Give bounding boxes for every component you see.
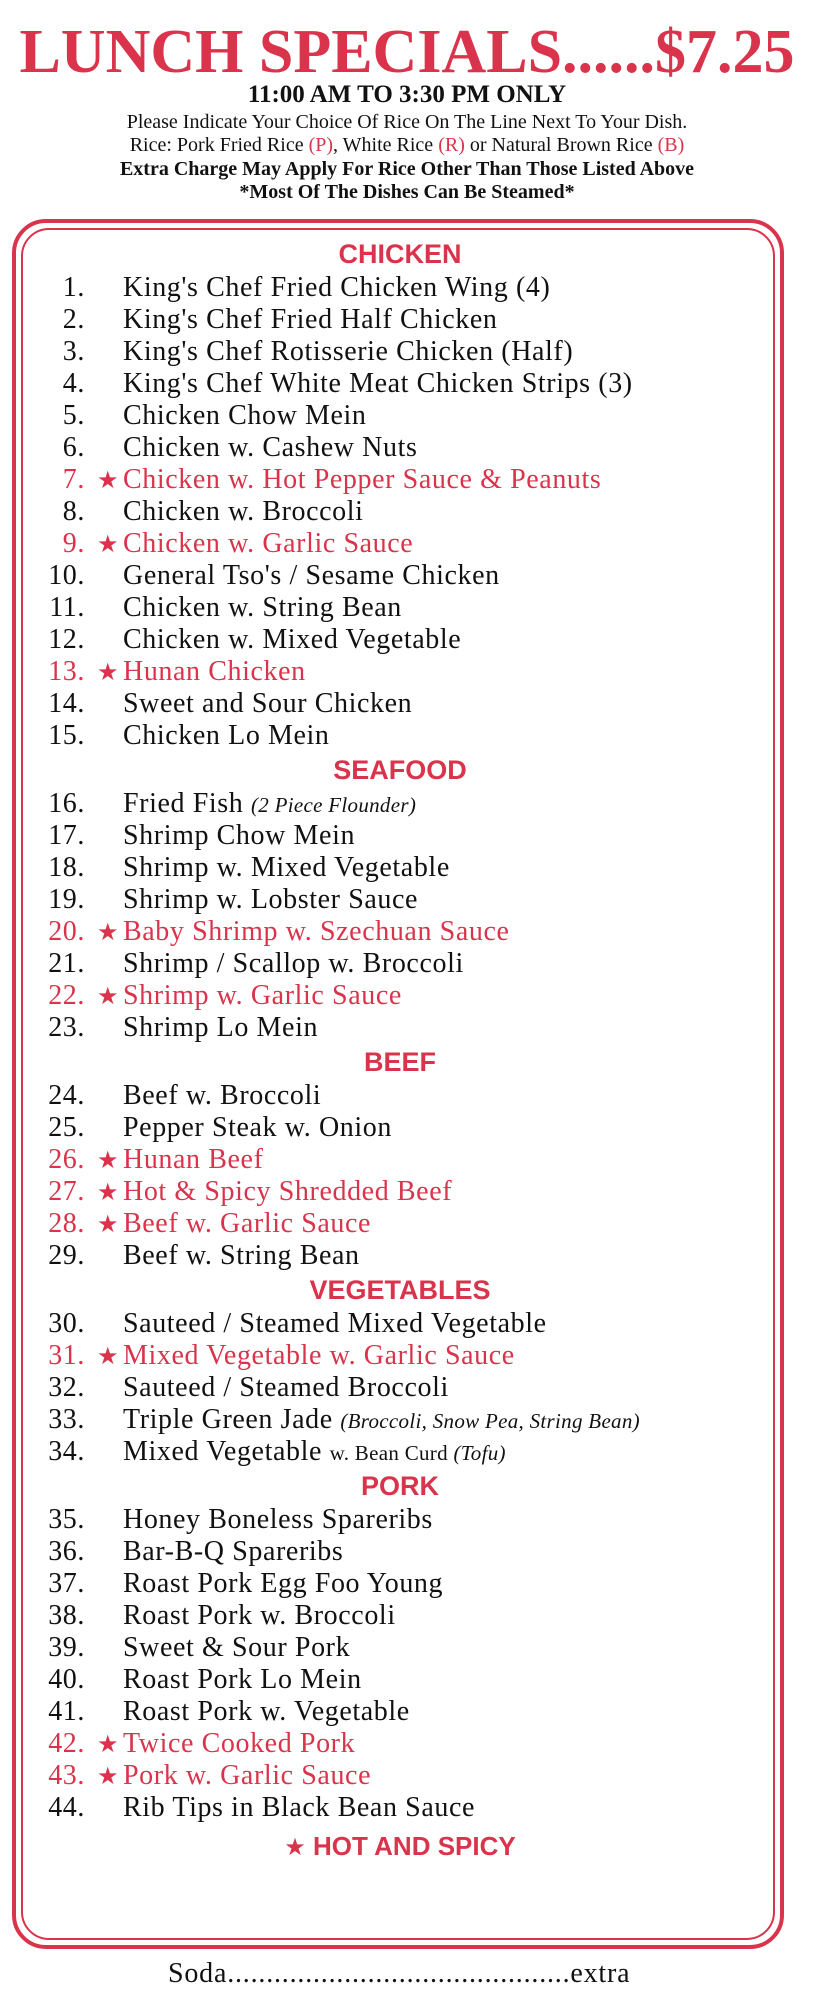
- menu-item: [40, 1436, 760, 1468]
- item-number: 39.: [48, 1632, 85, 1663]
- item-name: Sauteed / Steamed Mixed Vegetable: [123, 1308, 547, 1339]
- menu-item: [40, 1208, 760, 1240]
- menu-item: [40, 592, 760, 624]
- item-name: Honey Boneless Spareribs: [123, 1504, 433, 1535]
- item-number: 11.: [49, 592, 85, 623]
- hot-spicy-star-icon: ★: [96, 1342, 120, 1370]
- menu-item: [40, 1340, 760, 1372]
- menu-item: [40, 688, 760, 720]
- menu-item: [40, 1760, 760, 1792]
- item-name: Sauteed / Steamed Broccoli: [123, 1372, 449, 1403]
- item-name: Sweet and Sour Chicken: [123, 688, 413, 719]
- hours-notice: 11:00 AM TO 3:30 PM ONLY: [247, 81, 567, 108]
- item-name: Chicken w. Hot Pepper Sauce & Peanuts: [123, 464, 602, 495]
- menu-item: [40, 1308, 760, 1340]
- menu-item: [40, 1144, 760, 1176]
- item-number: 31.: [48, 1340, 85, 1371]
- item-name: Shrimp / Scallop w. Broccoli: [123, 948, 464, 979]
- item-number: 19.: [48, 884, 85, 915]
- item-number: 36.: [48, 1536, 85, 1567]
- rice-code-r: (R): [438, 134, 465, 156]
- item-name: King's Chef Rotisserie Chicken (Half): [123, 336, 574, 367]
- menu-item: [40, 1632, 760, 1664]
- item-number: 4.: [62, 368, 85, 399]
- item-number: 35.: [48, 1504, 85, 1535]
- item-name: Mixed Vegetable: [123, 1436, 330, 1467]
- item-name: Beef w. String Bean: [123, 1240, 360, 1271]
- hot-spicy-star-icon: ★: [96, 466, 120, 494]
- item-name: Chicken Chow Mein: [123, 400, 367, 431]
- item-name: Roast Pork Lo Mein: [123, 1664, 362, 1695]
- item-note: w. Bean Curd: [329, 1441, 454, 1465]
- item-name: Roast Pork Egg Foo Young: [123, 1568, 444, 1599]
- item-number: 42.: [48, 1728, 85, 1759]
- soda-line: Soda............................................extra: [168, 1958, 631, 1989]
- menu-item: [40, 496, 760, 528]
- item-number: 26.: [48, 1144, 85, 1175]
- menu-item: [40, 528, 760, 560]
- menu-item: [40, 1240, 760, 1272]
- rice-options: [0, 134, 814, 156]
- item-name: Hot & Spicy Shredded Beef: [123, 1176, 453, 1207]
- item-number: 9.: [62, 528, 85, 559]
- hot-spicy-star-icon: ★: [96, 1178, 120, 1206]
- menu-item: [40, 272, 760, 304]
- menu-item: [40, 624, 760, 656]
- hot-spicy-star-icon: ★: [96, 530, 120, 558]
- item-name: Hunan Beef: [123, 1144, 264, 1175]
- section-title-seafood: SEAFOOD: [333, 755, 467, 785]
- item-number: 30.: [48, 1308, 85, 1339]
- item-name: Chicken Lo Mein: [123, 720, 330, 751]
- item-number: 7.: [62, 464, 85, 495]
- item-name: Chicken w. Mixed Vegetable: [123, 624, 462, 655]
- menu-item: [40, 948, 760, 980]
- item-number: 41.: [48, 1696, 85, 1727]
- item-number: 28.: [48, 1208, 85, 1239]
- section-title-beef: BEEF: [363, 1047, 436, 1077]
- menu-item: [40, 788, 760, 820]
- item-number: 1.: [62, 272, 85, 303]
- menu-item: [40, 1176, 760, 1208]
- menu-item: [40, 1664, 760, 1696]
- menu-item: [40, 1600, 760, 1632]
- item-number: 18.: [48, 852, 85, 883]
- item-number: 25.: [48, 1112, 85, 1143]
- item-number: 15.: [48, 720, 85, 751]
- menu-item: [40, 1536, 760, 1568]
- menu-item: [40, 1696, 760, 1728]
- item-name: King's Chef Fried Chicken Wing (4): [123, 272, 551, 303]
- item-name: Pork w. Garlic Sauce: [123, 1760, 372, 1791]
- menu-item: [40, 1112, 760, 1144]
- hot-spicy-star-icon: ★: [96, 918, 120, 946]
- item-number: 3.: [62, 336, 85, 367]
- item-number: 29.: [48, 1240, 85, 1271]
- menu-item: [40, 852, 760, 884]
- item-name: Hunan Chicken: [123, 656, 306, 687]
- menu-item: [40, 1080, 760, 1112]
- item-number: 34.: [48, 1436, 85, 1467]
- menu-item: [40, 884, 760, 916]
- item-number: 8.: [62, 496, 85, 527]
- menu-item: [40, 820, 760, 852]
- hot-spicy-star-icon: ★: [284, 1833, 306, 1861]
- legend-label: HOT AND SPICY: [313, 1831, 516, 1861]
- item-note-italic: (2 Piece Flounder): [250, 793, 417, 817]
- rice-instruction: Please Indicate Your Choice Of Rice On The Line Next To Your Dish.: [126, 111, 688, 133]
- hot-spicy-star-icon: ★: [96, 982, 120, 1010]
- menu-item: [40, 400, 760, 432]
- item-name: King's Chef White Meat Chicken Strips (3): [123, 368, 633, 399]
- steamed-note: *Most Of The Dishes Can Be Steamed*: [239, 181, 575, 203]
- menu-item: [40, 1012, 760, 1044]
- item-number: 13.: [48, 656, 85, 687]
- menu-item: [40, 1728, 760, 1760]
- rice-prefix: Rice: Pork Fried Rice: [129, 134, 309, 156]
- item-name: Sweet & Sour Pork: [123, 1632, 351, 1663]
- item-number: 23.: [48, 1012, 85, 1043]
- menu-item: [40, 916, 760, 948]
- item-name: King's Chef Fried Half Chicken: [123, 304, 498, 335]
- item-name: Twice Cooked Pork: [123, 1728, 356, 1759]
- item-name: Triple Green Jade: [123, 1404, 341, 1435]
- hot-spicy-star-icon: ★: [96, 1730, 120, 1758]
- item-note-italic: (Broccoli, Snow Pea, String Bean): [340, 1409, 640, 1433]
- item-name: Shrimp Chow Mein: [123, 820, 356, 851]
- hot-spicy-star-icon: ★: [96, 658, 120, 686]
- hot-spicy-legend: [40, 1826, 760, 1862]
- item-number: 43.: [48, 1760, 85, 1791]
- rice-code-b: (B): [657, 134, 685, 156]
- item-number: 44.: [48, 1792, 85, 1823]
- item-name: General Tso's / Sesame Chicken: [123, 560, 500, 591]
- item-number: 40.: [48, 1664, 85, 1695]
- section-title-pork: PORK: [360, 1471, 439, 1501]
- item-number: 5.: [62, 400, 85, 431]
- item-name: Chicken w. Garlic Sauce: [123, 528, 414, 559]
- item-name: Baby Shrimp w. Szechuan Sauce: [123, 916, 510, 947]
- menu-title: LUNCH SPECIALS......$7.25: [19, 18, 795, 86]
- hot-spicy-star-icon: ★: [96, 1762, 120, 1790]
- menu-item: [40, 432, 760, 464]
- menu-item: [40, 720, 760, 752]
- item-number: 32.: [48, 1372, 85, 1403]
- menu-item: [40, 336, 760, 368]
- item-name: Rib Tips in Black Bean Sauce: [123, 1792, 476, 1823]
- menu-item: [40, 1372, 760, 1404]
- item-number: 17.: [48, 820, 85, 851]
- menu-item: [40, 1792, 760, 1824]
- item-note-italic: (Tofu): [453, 1441, 506, 1465]
- item-name: Mixed Vegetable w. Garlic Sauce: [123, 1340, 515, 1371]
- item-number: 22.: [48, 980, 85, 1011]
- item-name: Shrimp w. Garlic Sauce: [123, 980, 402, 1011]
- item-number: 33.: [48, 1404, 85, 1435]
- menu-item: [40, 656, 760, 688]
- item-name: Chicken w. Broccoli: [123, 496, 364, 527]
- menu-item: [40, 980, 760, 1012]
- section-title-vegetables: VEGETABLES: [309, 1275, 491, 1305]
- item-name: Shrimp w. Lobster Sauce: [123, 884, 419, 915]
- menu-item: [40, 368, 760, 400]
- rice-mid2: or Natural Brown Rice: [464, 134, 658, 156]
- item-name: Beef w. Broccoli: [123, 1080, 322, 1111]
- section-title-chicken: CHICKEN: [338, 239, 462, 269]
- hot-spicy-star-icon: ★: [96, 1146, 120, 1174]
- item-name: Pepper Steak w. Onion: [123, 1112, 392, 1143]
- item-number: 14.: [48, 688, 85, 719]
- menu-item: [40, 1504, 760, 1536]
- menu-item: [40, 1568, 760, 1600]
- extra-charge-note: Extra Charge May Apply For Rice Other Than Those Listed Above: [119, 158, 695, 180]
- item-number: 27.: [48, 1176, 85, 1207]
- item-number: 24.: [48, 1080, 85, 1111]
- item-number: 37.: [48, 1568, 85, 1599]
- item-name: Fried Fish: [123, 788, 251, 819]
- menu-item: [40, 464, 760, 496]
- rice-code-p: (P): [308, 134, 334, 156]
- item-name: Chicken w. String Bean: [123, 592, 402, 623]
- item-name: Shrimp w. Mixed Vegetable: [123, 852, 450, 883]
- item-number: 20.: [48, 916, 85, 947]
- item-number: 12.: [48, 624, 85, 655]
- item-number: 2.: [62, 304, 85, 335]
- item-name: Roast Pork w. Vegetable: [123, 1696, 410, 1727]
- rice-mid1: , White Rice: [333, 134, 439, 156]
- menu-item: [40, 304, 760, 336]
- item-number: 21.: [48, 948, 85, 979]
- item-name: Beef w. Garlic Sauce: [123, 1208, 372, 1239]
- item-number: 16.: [48, 788, 85, 819]
- hot-spicy-star-icon: ★: [96, 1210, 120, 1238]
- item-name: Roast Pork w. Broccoli: [123, 1600, 396, 1631]
- menu-item: [40, 560, 760, 592]
- item-name: Bar-B-Q Spareribs: [123, 1536, 344, 1567]
- item-number: 38.: [48, 1600, 85, 1631]
- item-number: 6.: [62, 432, 85, 463]
- menu-list: [40, 236, 760, 1862]
- item-number: 10.: [48, 560, 85, 591]
- menu-item: [40, 1404, 760, 1436]
- item-name: Shrimp Lo Mein: [123, 1012, 319, 1043]
- item-name: Chicken w. Cashew Nuts: [123, 432, 418, 463]
